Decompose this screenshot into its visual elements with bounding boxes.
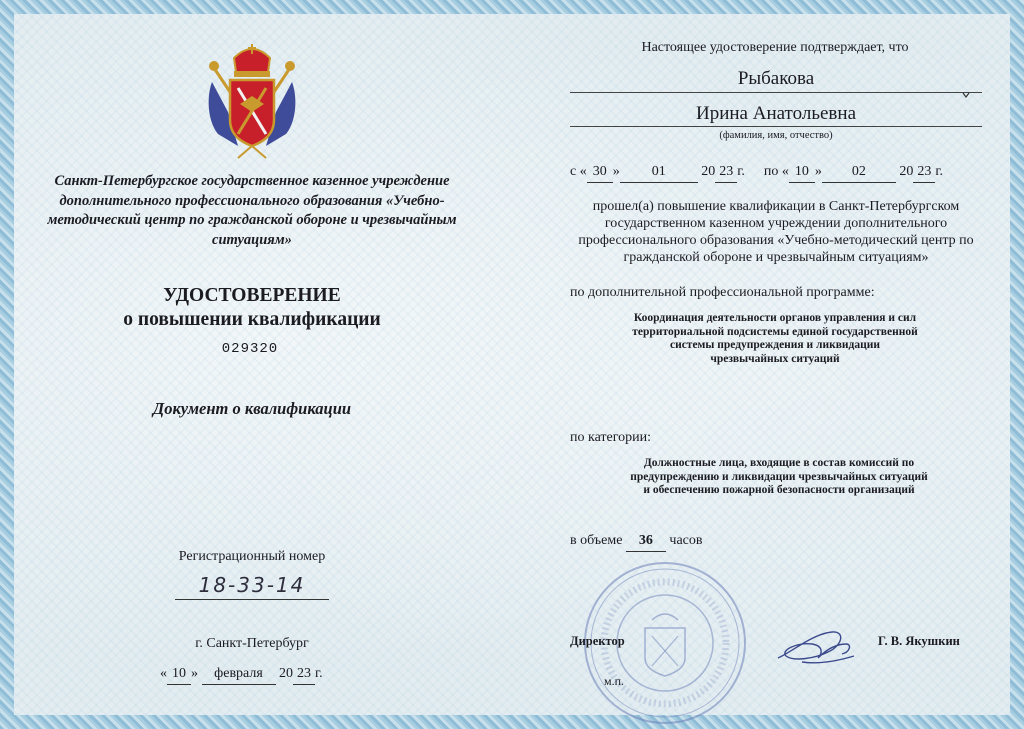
issue-year: 23 [293,664,315,685]
title-line-2: о повышении квалификации [123,309,381,330]
issue-day: 10 [167,664,191,685]
serial-number: 029320 [221,341,279,357]
coat-of-arms-icon [204,42,300,160]
quote-close: » [814,164,822,179]
period-to-day: 10 [789,162,815,183]
program-label: по дополнительной профессиональной программе: [570,285,875,300]
seal-place-label: м.п. [604,674,625,688]
period-to-year-unit: г. [935,164,944,179]
volume-prefix: в объеме [570,533,623,548]
program-line: системы предупреждения и ликвидации [669,339,881,352]
director-label: Директор [570,634,625,648]
category-line: предупреждению и ликвидации чрезвычайных ситуаций [630,470,928,483]
category-label: по категории: [570,430,652,445]
period-to-prefix: по [763,164,779,179]
issuing-organization: Санкт-Петербургское государственное казенное учреждение дополнительного профессионального образования «Учебно-методический центр по гражданской обороне и чрезвычайным ситуациям» [47,173,457,248]
issue-month: февраля [202,664,276,685]
director-name: Г. В. Якушкин [878,634,960,648]
holder-given-names: Ирина Анатольевна [570,101,982,127]
category-name [574,457,984,498]
title-line-1: УДОСТОВЕРЕНИЕ [163,285,341,306]
program-line: Координация деятельности органов управления и сил [633,312,917,324]
period-from-year-unit: г. [737,164,745,179]
document-title [100,284,404,332]
quote-open: « [160,666,167,681]
issue-city: г. Санкт-Петербург [195,636,309,651]
period-from-day: 30 [587,162,613,183]
issue-year-prefix: 20 [279,666,293,681]
training-period [570,162,943,183]
category-line: Должностные лица, входящие в состав комиссий по [643,457,915,469]
volume-hours: 36 [626,531,666,552]
program-name [590,312,960,366]
period-to-year-prefix: 20 [899,164,914,179]
period-from-year: 23 [715,162,737,183]
training-description: прошел(а) повышение квалификации в Санкт-Петербургском государственном казенном учреждении дополнительного профессионального образования «Учебно-методический центр по гражданской обороне и чрезвычайным ситуациям» [578,199,974,265]
holder-surname: Рыбакова [570,66,982,93]
issue-date [160,664,323,685]
quote-close: » [191,666,198,681]
period-to-year: 23 [913,162,935,183]
quote-open: « [579,164,587,179]
course-volume [570,531,703,552]
program-line: территориальной подсистемы единой государственной [632,325,918,338]
document-type: Документ о квалификации [152,399,352,418]
name-hint: (фамилия, имя, отчество) [719,130,833,141]
quote-open: « [781,164,789,179]
signature-icon [772,622,862,672]
volume-suffix: часов [669,533,703,548]
period-to-month: 02 [822,162,896,183]
tick-mark-icon [962,92,970,98]
period-from-year-prefix: 20 [701,164,716,179]
category-line: и обеспечению пожарной безопасности организаций [643,484,915,497]
period-from-prefix: с [570,164,577,179]
quote-close: » [612,164,620,179]
intro-text: Настоящее удостоверение подтверждает, что [641,40,909,55]
program-line: чрезвычайных ситуаций [710,352,840,365]
issue-year-unit: г. [315,666,323,681]
registration-number: 18-33-14 [175,572,329,600]
registration-label: Регистрационный номер [178,549,326,564]
period-from-month: 01 [620,162,698,183]
